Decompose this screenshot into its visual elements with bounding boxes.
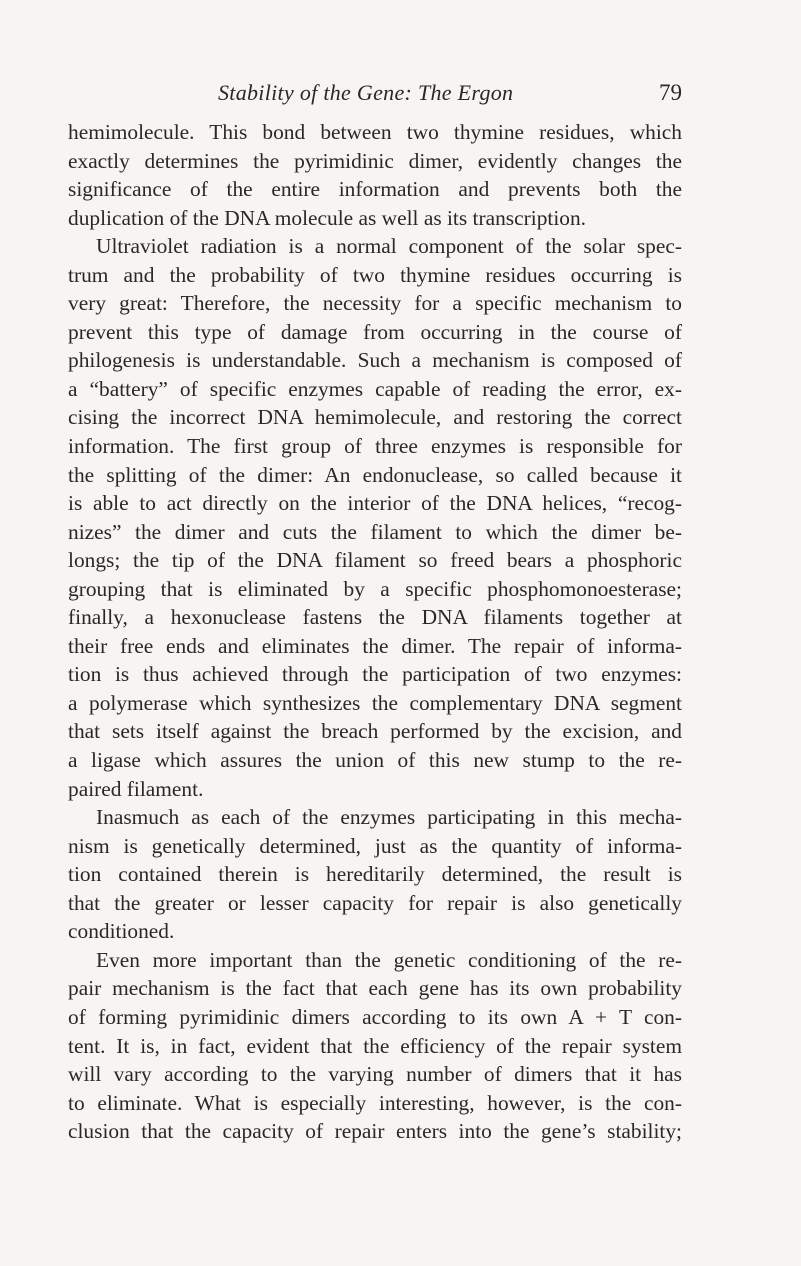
text-line: a ligase which assures the union of this new stump to the re- [68,748,682,773]
text-line: nism is genetically determined, just as the quantity of informa- [68,833,682,858]
running-head [68,80,682,112]
text-line: pair mechanism is the fact that each gene has its own probability [68,976,682,1001]
text-line: to eliminate. What is especially interesting, however, is the con- [68,1090,682,1115]
text-line: significance of the entire information and prevents both the [68,177,682,202]
text-line: longs; the tip of the DNA filament so freed bears a phosphoric [68,548,682,573]
text-line: of forming pyrimidinic dimers according to its own A + T con- [68,1004,682,1029]
text-line: will vary according to the varying number of dimers that it has [68,1062,682,1087]
text-line: Even more important than the genetic conditioning of the re- [96,947,682,972]
text-line: cising the incorrect DNA hemimolecule, and restoring the correct [68,405,682,430]
text-line: a “battery” of specific enzymes capable of reading the error, ex- [68,376,682,401]
text-line: conditioned. [68,919,175,944]
text-line: that the greater or lesser capacity for repair is also genetically [68,890,682,915]
text-line: that sets itself against the breach performed by the excision, and [68,719,682,744]
text-line: exactly determines the pyrimidinic dimer, evidently changes the [68,148,682,173]
text-line: nizes” the dimer and cuts the filament to which the dimer be- [68,519,682,544]
text-line: the splitting of the dimer: An endonuclease, so called because it [68,462,682,487]
text-line: paired filament. [68,776,204,801]
text-line: tion is thus achieved through the participation of two enzymes: [68,662,682,687]
text-line: finally, a hexonuclease fastens the DNA filaments together at [68,605,682,630]
text-line: information. The first group of three enzymes is responsible for [68,434,682,459]
text-line: duplication of the DNA molecule as well as its transcription. [68,205,587,230]
text-line: grouping that is eliminated by a specific phosphomonoesterase; [68,576,682,601]
text-line: is able to act directly on the interior of the DNA helices, “recog- [68,491,682,516]
body-text [68,118,682,1146]
page-number: 79 [659,80,682,105]
text-line: tion contained therein is hereditarily determined, the result is [68,862,682,887]
text-line: philogenesis is understandable. Such a mechanism is composed of [68,348,682,373]
text-line: tent. It is, in fact, evident that the efficiency of the repair system [68,1033,682,1058]
text-line: Ultraviolet radiation is a normal component of the solar spec- [96,234,682,259]
text-line: hemimolecule. This bond between two thymine residues, which [68,120,682,144]
text-line: Inasmuch as each of the enzymes participating in this mecha- [96,805,682,830]
running-title: Stability of the Gene: The Ergon [218,80,514,105]
text-line: clusion that the capacity of repair enters into the gene’s stability; [68,1119,682,1144]
text-line: very great: Therefore, the necessity for a specific mechanism to [68,291,682,316]
text-line: their free ends and eliminates the dimer. The repair of informa- [68,633,682,658]
text-line: a polymerase which synthesizes the complementary DNA segment [68,690,682,715]
text-line: trum and the probability of two thymine residues occurring is [68,262,682,287]
text-line: prevent this type of damage from occurring in the course of [68,319,682,344]
